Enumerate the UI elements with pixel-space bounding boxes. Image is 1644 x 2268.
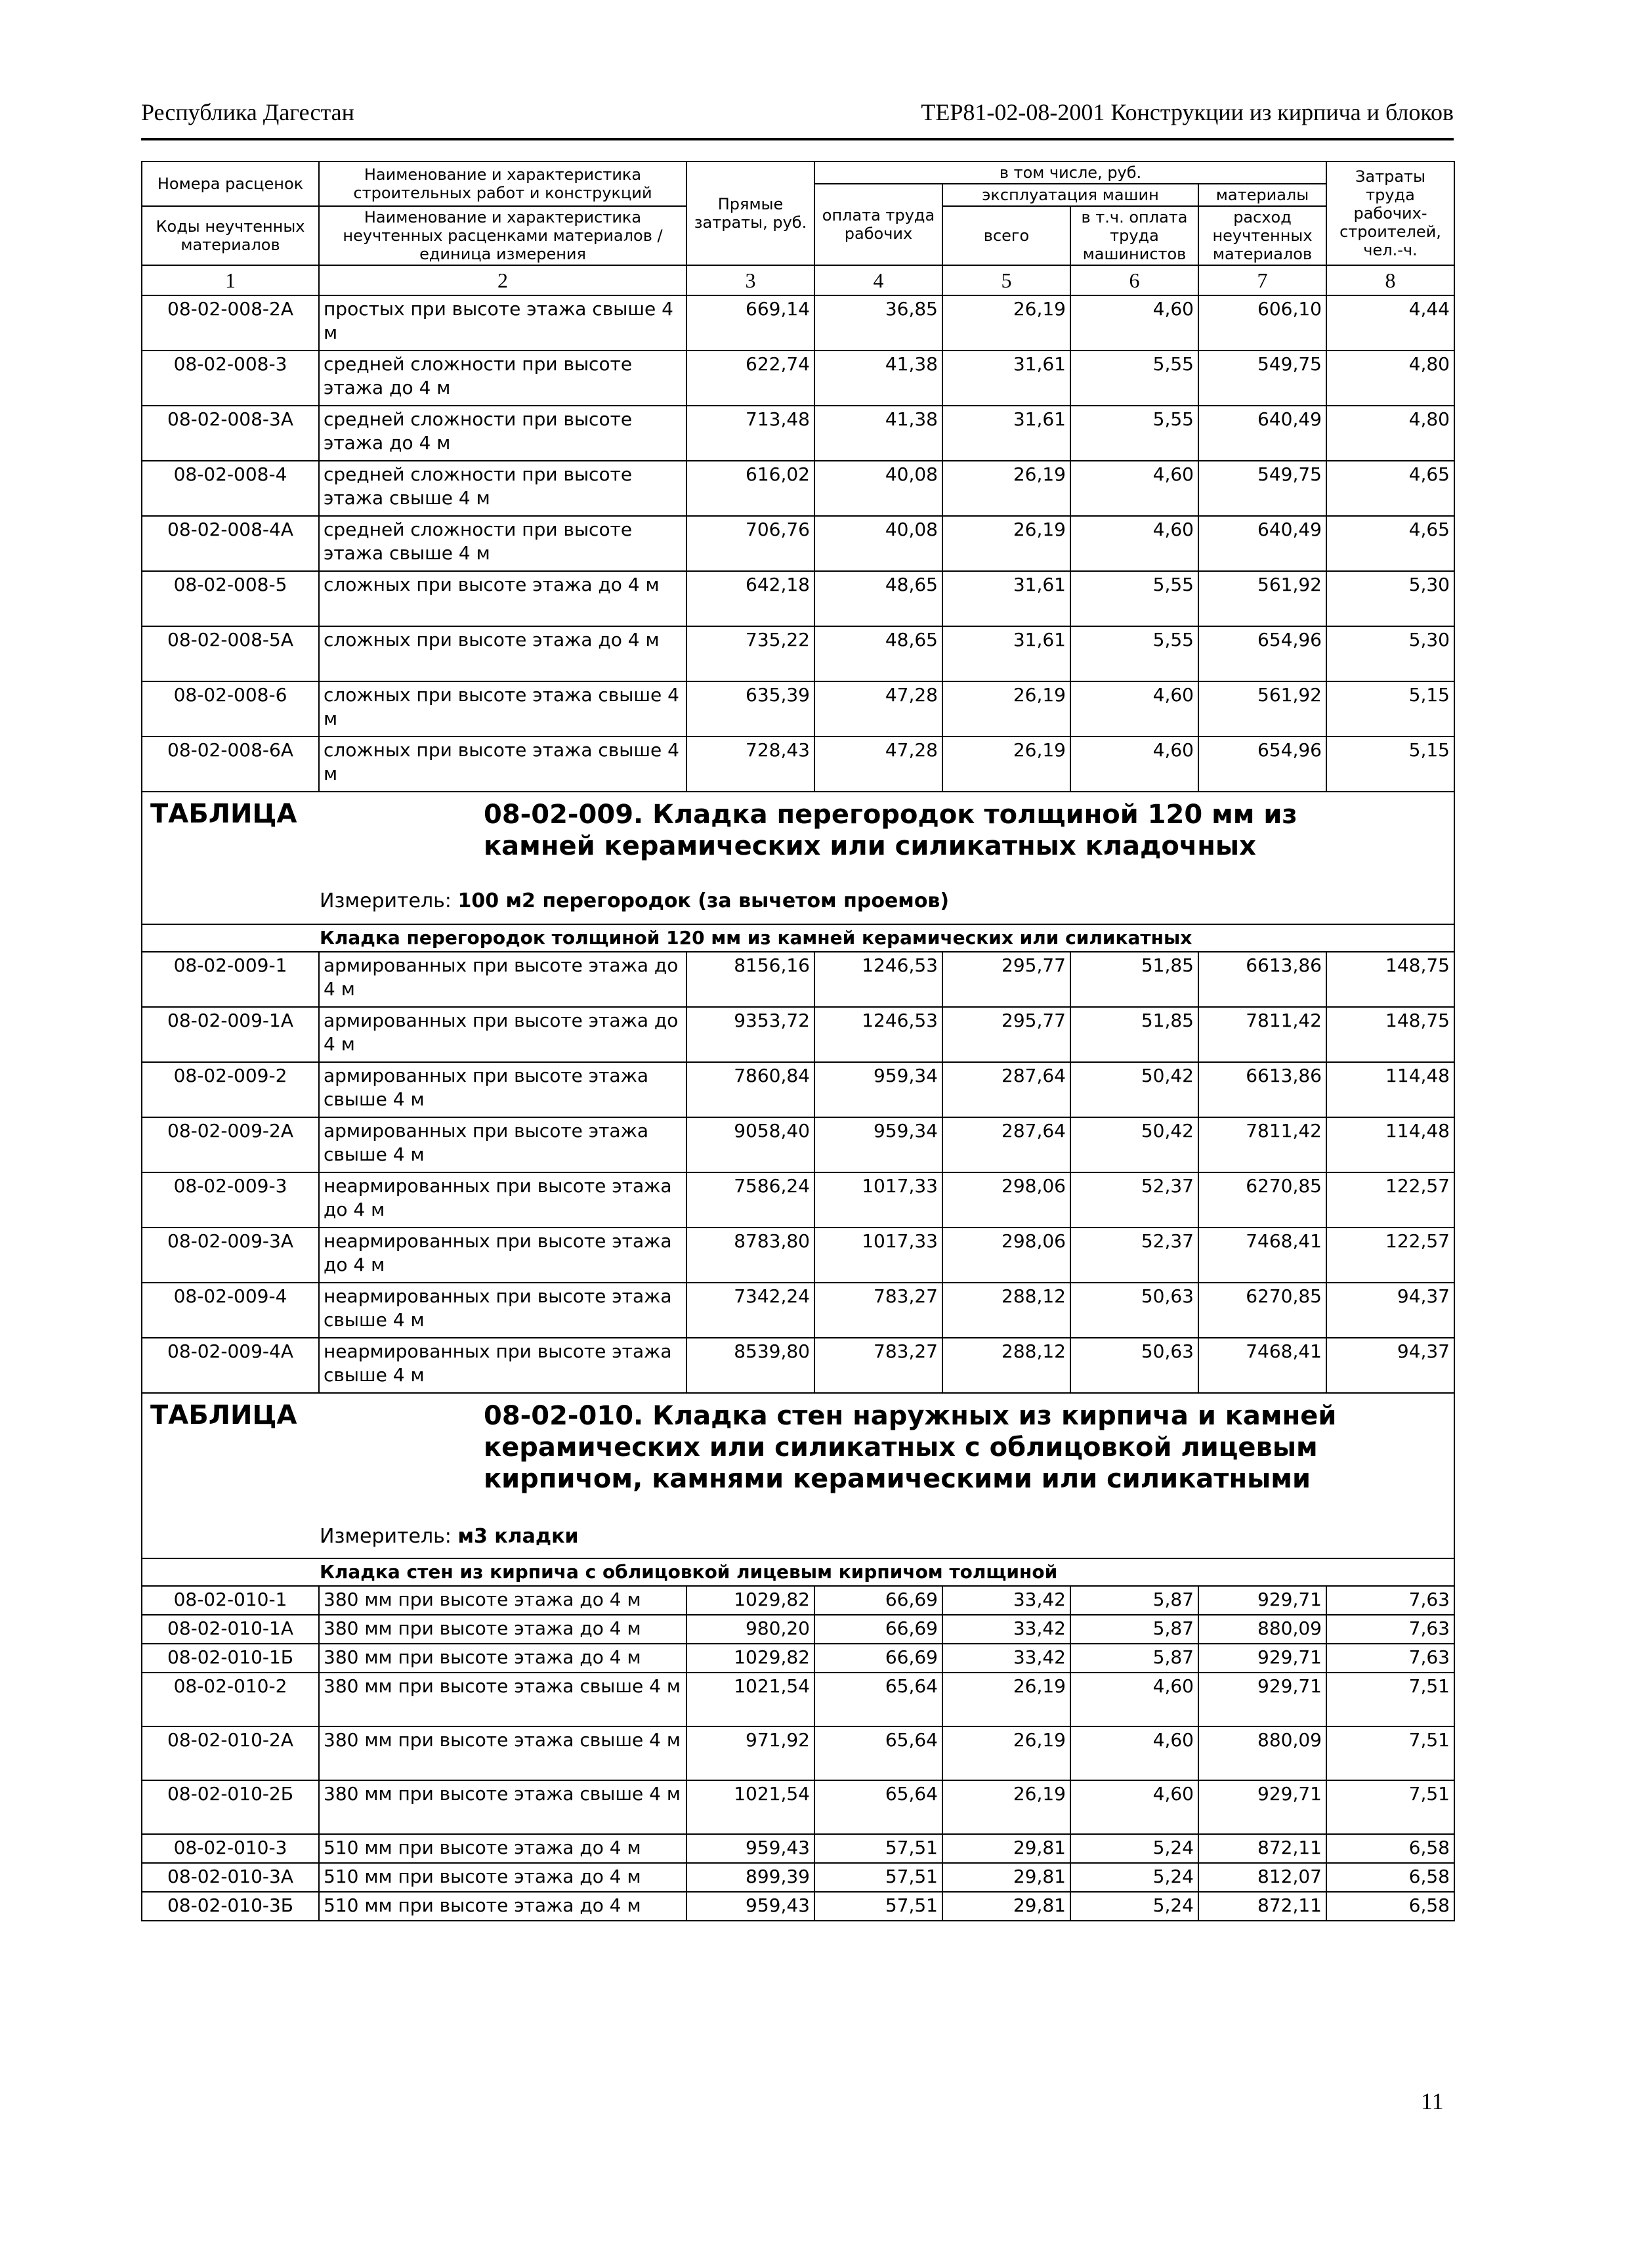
table-label: ТАБЛИЦА	[150, 799, 297, 829]
work-description: неармированных при высоте этажа свыше 4 м	[319, 1283, 686, 1338]
cost-value: 616,02	[686, 461, 814, 516]
cost-value: 1017,33	[814, 1228, 942, 1283]
group-materials-header: материалы	[1198, 184, 1326, 206]
cost-value: 295,77	[942, 1007, 1070, 1062]
subheading-row	[142, 1558, 1454, 1586]
cost-value: 654,96	[1198, 626, 1326, 681]
table-row	[142, 351, 1454, 406]
cost-value: 1246,53	[814, 952, 942, 1007]
cost-value: 33,42	[942, 1615, 1070, 1644]
cost-value: 6,58	[1326, 1863, 1454, 1892]
rate-code: 08-02-009-3А	[142, 1228, 319, 1283]
table-title: 08-02-010. Кладка стен наружных из кирпича и камней керамических или силикатных с облицовкой лицевым кирпичом, камнями керамическими или силикатными	[484, 1401, 1337, 1494]
rate-code: 08-02-008-3	[142, 351, 319, 406]
cost-value: 635,39	[686, 681, 814, 737]
cost-value: 6270,85	[1198, 1172, 1326, 1228]
cost-value: 26,19	[942, 516, 1070, 571]
rate-code: 08-02-009-1	[142, 952, 319, 1007]
table-row	[142, 1338, 1454, 1393]
column-number: 5	[942, 265, 1070, 295]
measure-prefix: Измеритель:	[320, 1525, 452, 1548]
rate-code: 08-02-008-2А	[142, 295, 319, 351]
cost-value: 50,42	[1070, 1117, 1198, 1172]
col1-top-header: Номера расценок	[142, 161, 319, 206]
cost-value: 5,87	[1070, 1644, 1198, 1673]
cost-value: 561,92	[1198, 681, 1326, 737]
column-number: 7	[1198, 265, 1326, 295]
subheading-row	[142, 924, 1454, 952]
work-description: средней сложности при высоте этажа до 4 м	[319, 406, 686, 461]
cost-value: 26,19	[942, 681, 1070, 737]
cost-value: 959,43	[686, 1892, 814, 1921]
work-description: сложных при высоте этажа свыше 4 м	[319, 737, 686, 792]
cost-value: 622,74	[686, 351, 814, 406]
table-title-row	[142, 1393, 1454, 1558]
cost-value: 7,51	[1326, 1673, 1454, 1726]
work-description: неармированных при высоте этажа до 4 м	[319, 1228, 686, 1283]
column-number: 8	[1326, 265, 1454, 295]
cost-value: 5,55	[1070, 351, 1198, 406]
col2-bottom-header: Наименование и характеристика неучтенных расценками материалов / единица измерения	[319, 206, 686, 265]
cost-value: 5,30	[1326, 571, 1454, 626]
cost-value: 114,48	[1326, 1062, 1454, 1117]
rate-code: 08-02-008-4	[142, 461, 319, 516]
header-rule	[141, 138, 1454, 140]
rate-code: 08-02-008-6А	[142, 737, 319, 792]
group-incl-header: в том числе, руб.	[814, 161, 1326, 184]
work-description: 510 мм при высоте этажа до 4 м	[319, 1863, 686, 1892]
cost-value: 669,14	[686, 295, 814, 351]
cost-value: 5,24	[1070, 1834, 1198, 1863]
cost-value: 1029,82	[686, 1586, 814, 1615]
cost-value: 41,38	[814, 406, 942, 461]
column-number: 1	[142, 265, 319, 295]
cost-value: 40,08	[814, 461, 942, 516]
table-row	[142, 1586, 1454, 1615]
col7-header: расход неучтенных материалов	[1198, 206, 1326, 265]
cost-value: 7,63	[1326, 1615, 1454, 1644]
cost-value: 783,27	[814, 1338, 942, 1393]
cost-value: 4,60	[1070, 1726, 1198, 1780]
cost-value: 929,71	[1198, 1780, 1326, 1834]
cost-value: 94,37	[1326, 1338, 1454, 1393]
cost-value: 7811,42	[1198, 1007, 1326, 1062]
table-label: ТАБЛИЦА	[150, 1400, 297, 1430]
cost-value: 29,81	[942, 1863, 1070, 1892]
cost-value: 7860,84	[686, 1062, 814, 1117]
work-description: 380 мм при высоте этажа до 4 м	[319, 1615, 686, 1644]
cost-value: 6613,86	[1198, 1062, 1326, 1117]
work-description: 510 мм при высоте этажа до 4 м	[319, 1834, 686, 1863]
rate-code: 08-02-008-5А	[142, 626, 319, 681]
cost-value: 1021,54	[686, 1780, 814, 1834]
rate-code: 08-02-010-3А	[142, 1863, 319, 1892]
cost-value: 728,43	[686, 737, 814, 792]
cost-value: 549,75	[1198, 351, 1326, 406]
rate-code: 08-02-009-2А	[142, 1117, 319, 1172]
cost-value: 31,61	[942, 626, 1070, 681]
cost-value: 50,63	[1070, 1338, 1198, 1393]
table-title-row	[142, 792, 1454, 924]
cost-value: 33,42	[942, 1644, 1070, 1673]
cost-value: 654,96	[1198, 737, 1326, 792]
measure-unit: 100 м2 перегородок (за вычетом проемов)	[457, 889, 950, 912]
cost-value: 872,11	[1198, 1892, 1326, 1921]
cost-value: 31,61	[942, 571, 1070, 626]
rate-code: 08-02-010-2А	[142, 1726, 319, 1780]
table-row	[142, 295, 1454, 351]
rate-code: 08-02-009-3	[142, 1172, 319, 1228]
cost-value: 287,64	[942, 1062, 1070, 1117]
cost-value: 48,65	[814, 571, 942, 626]
cost-value: 51,85	[1070, 952, 1198, 1007]
measure-line	[320, 889, 949, 913]
cost-value: 26,19	[942, 1726, 1070, 1780]
rate-code: 08-02-009-2	[142, 1062, 319, 1117]
cost-value: 4,60	[1070, 295, 1198, 351]
work-description: неармированных при высоте этажа свыше 4 м	[319, 1338, 686, 1393]
cost-value: 51,85	[1070, 1007, 1198, 1062]
cost-value: 295,77	[942, 952, 1070, 1007]
table-row	[142, 1673, 1454, 1726]
cost-value: 6270,85	[1198, 1283, 1326, 1338]
cost-value: 5,55	[1070, 406, 1198, 461]
cost-value: 7342,24	[686, 1283, 814, 1338]
cost-value: 6,58	[1326, 1834, 1454, 1863]
cost-value: 4,60	[1070, 681, 1198, 737]
cost-value: 929,71	[1198, 1586, 1326, 1615]
cost-value: 29,81	[942, 1834, 1070, 1863]
cost-value: 41,38	[814, 351, 942, 406]
document-title: ТЕР81-02-08-2001 Конструкции из кирпича и блоков	[921, 99, 1454, 125]
cost-value: 4,65	[1326, 516, 1454, 571]
cost-value: 7,51	[1326, 1726, 1454, 1780]
cost-value: 40,08	[814, 516, 942, 571]
cost-value: 288,12	[942, 1283, 1070, 1338]
column-number: 2	[319, 265, 686, 295]
cost-value: 1246,53	[814, 1007, 942, 1062]
rate-code: 08-02-008-4А	[142, 516, 319, 571]
cost-value: 52,37	[1070, 1172, 1198, 1228]
work-description: сложных при высоте этажа до 4 м	[319, 571, 686, 626]
column-number: 3	[686, 265, 814, 295]
cost-value: 4,60	[1070, 461, 1198, 516]
col8-header: Затраты труда рабочих-строителей, чел.-ч.	[1326, 161, 1454, 265]
cost-value: 980,20	[686, 1615, 814, 1644]
cost-value: 7586,24	[686, 1172, 814, 1228]
cost-value: 66,69	[814, 1586, 942, 1615]
cost-value: 959,34	[814, 1117, 942, 1172]
cost-value: 57,51	[814, 1834, 942, 1863]
cost-value: 4,44	[1326, 295, 1454, 351]
rate-code: 08-02-008-5	[142, 571, 319, 626]
cost-value: 47,28	[814, 681, 942, 737]
cost-value: 7468,41	[1198, 1228, 1326, 1283]
measure-line	[320, 1525, 579, 1549]
work-description: сложных при высоте этажа свыше 4 м	[319, 681, 686, 737]
cost-value: 26,19	[942, 295, 1070, 351]
column-number: 6	[1070, 265, 1198, 295]
table-row	[142, 1892, 1454, 1921]
cost-value: 1029,82	[686, 1644, 814, 1673]
work-description: армированных при высоте этажа до 4 м	[319, 952, 686, 1007]
rate-code: 08-02-010-2	[142, 1673, 319, 1726]
table-row	[142, 1062, 1454, 1117]
cost-value: 880,09	[1198, 1726, 1326, 1780]
page-number: 11	[1421, 2088, 1444, 2114]
cost-value: 5,15	[1326, 737, 1454, 792]
column-number: 4	[814, 265, 942, 295]
cost-value: 47,28	[814, 737, 942, 792]
work-description: армированных при высоте этажа до 4 м	[319, 1007, 686, 1062]
table-row	[142, 1780, 1454, 1834]
cost-value: 959,34	[814, 1062, 942, 1117]
table-row	[142, 1726, 1454, 1780]
cost-value: 52,37	[1070, 1228, 1198, 1283]
cost-value: 642,18	[686, 571, 814, 626]
cost-value: 8539,80	[686, 1338, 814, 1393]
table-subheading: Кладка перегородок толщиной 120 мм из камней керамических или силикатных	[142, 924, 1454, 952]
column-numbers-row	[142, 265, 1454, 295]
table-row	[142, 681, 1454, 737]
cost-value: 713,48	[686, 406, 814, 461]
cost-value: 65,64	[814, 1726, 942, 1780]
price-table	[141, 161, 1455, 1921]
cost-value: 298,06	[942, 1172, 1070, 1228]
cost-value: 971,92	[686, 1726, 814, 1780]
work-description: армированных при высоте этажа свыше 4 м	[319, 1062, 686, 1117]
rate-code: 08-02-010-1Б	[142, 1644, 319, 1673]
cost-value: 26,19	[942, 1780, 1070, 1834]
work-description: средней сложности при высоте этажа свыше 4 м	[319, 461, 686, 516]
cost-value: 288,12	[942, 1338, 1070, 1393]
page-header	[141, 98, 1454, 138]
cost-value: 4,60	[1070, 1780, 1198, 1834]
cost-value: 1021,54	[686, 1673, 814, 1726]
table-row	[142, 1615, 1454, 1644]
cost-value: 148,75	[1326, 1007, 1454, 1062]
rate-code: 08-02-008-6	[142, 681, 319, 737]
cost-value: 57,51	[814, 1892, 942, 1921]
cost-value: 298,06	[942, 1228, 1070, 1283]
cost-value: 9353,72	[686, 1007, 814, 1062]
cost-value: 4,80	[1326, 351, 1454, 406]
col1-bottom-header: Коды неучтенных материалов	[142, 206, 319, 265]
table-row	[142, 1117, 1454, 1172]
cost-value: 9058,40	[686, 1117, 814, 1172]
table-row	[142, 516, 1454, 571]
table-subheading: Кладка стен из кирпича с облицовкой лицевым кирпичом толщиной	[142, 1558, 1454, 1586]
cost-value: 66,69	[814, 1644, 942, 1673]
cost-value: 36,85	[814, 295, 942, 351]
cost-value: 7,63	[1326, 1586, 1454, 1615]
cost-value: 6,58	[1326, 1892, 1454, 1921]
table-row	[142, 1644, 1454, 1673]
work-description: 380 мм при высоте этажа до 4 м	[319, 1644, 686, 1673]
rate-code: 08-02-009-4А	[142, 1338, 319, 1393]
cost-value: 606,10	[1198, 295, 1326, 351]
cost-value: 29,81	[942, 1892, 1070, 1921]
cost-value: 5,24	[1070, 1892, 1198, 1921]
work-description: средней сложности при высоте этажа свыше 4 м	[319, 516, 686, 571]
table-row	[142, 461, 1454, 516]
work-description: простых при высоте этажа свыше 4 м	[319, 295, 686, 351]
rate-code: 08-02-010-1А	[142, 1615, 319, 1644]
cost-value: 122,57	[1326, 1228, 1454, 1283]
cost-value: 7811,42	[1198, 1117, 1326, 1172]
col6-header: в т.ч. оплата труда машинистов	[1070, 206, 1198, 265]
cost-value: 5,15	[1326, 681, 1454, 737]
cost-value: 7,63	[1326, 1644, 1454, 1673]
cost-value: 31,61	[942, 406, 1070, 461]
rate-code: 08-02-010-1	[142, 1586, 319, 1615]
cost-value: 8783,80	[686, 1228, 814, 1283]
table-row	[142, 626, 1454, 681]
cost-value: 50,42	[1070, 1062, 1198, 1117]
cost-value: 929,71	[1198, 1644, 1326, 1673]
cost-value: 4,60	[1070, 737, 1198, 792]
work-description: 380 мм при высоте этажа свыше 4 м	[319, 1780, 686, 1834]
rate-code: 08-02-010-3	[142, 1834, 319, 1863]
table-row	[142, 737, 1454, 792]
cost-value: 57,51	[814, 1863, 942, 1892]
rate-code: 08-02-009-1А	[142, 1007, 319, 1062]
cost-value: 872,11	[1198, 1834, 1326, 1863]
cost-value: 6613,86	[1198, 952, 1326, 1007]
cost-value: 4,65	[1326, 461, 1454, 516]
cost-value: 26,19	[942, 1673, 1070, 1726]
cost-value: 287,64	[942, 1117, 1070, 1172]
rate-code: 08-02-009-4	[142, 1283, 319, 1338]
table-row	[142, 1172, 1454, 1228]
cost-value: 899,39	[686, 1863, 814, 1892]
cost-value: 8156,16	[686, 952, 814, 1007]
table-row	[142, 571, 1454, 626]
cost-value: 65,64	[814, 1780, 942, 1834]
cost-value: 94,37	[1326, 1283, 1454, 1338]
rate-code: 08-02-010-3Б	[142, 1892, 319, 1921]
cost-value: 783,27	[814, 1283, 942, 1338]
cost-value: 4,60	[1070, 516, 1198, 571]
work-description: 510 мм при высоте этажа до 4 м	[319, 1892, 686, 1921]
cost-value: 7,51	[1326, 1780, 1454, 1834]
work-description: армированных при высоте этажа свыше 4 м	[319, 1117, 686, 1172]
cost-value: 5,87	[1070, 1586, 1198, 1615]
cost-value: 929,71	[1198, 1673, 1326, 1726]
cost-value: 812,07	[1198, 1863, 1326, 1892]
region-name: Республика Дагестан	[141, 99, 354, 125]
cost-value: 50,63	[1070, 1283, 1198, 1338]
table-row	[142, 1863, 1454, 1892]
cost-value: 561,92	[1198, 571, 1326, 626]
col3-header: Прямые затраты, руб.	[686, 161, 814, 265]
cost-value: 26,19	[942, 461, 1070, 516]
col5-header: всего	[942, 206, 1070, 265]
cost-value: 640,49	[1198, 516, 1326, 571]
work-description: 380 мм при высоте этажа свыше 4 м	[319, 1673, 686, 1726]
cost-value: 5,24	[1070, 1863, 1198, 1892]
work-description: сложных при высоте этажа до 4 м	[319, 626, 686, 681]
cost-value: 148,75	[1326, 952, 1454, 1007]
cost-value: 33,42	[942, 1586, 1070, 1615]
cost-value: 114,48	[1326, 1117, 1454, 1172]
work-description: средней сложности при высоте этажа до 4 м	[319, 351, 686, 406]
table-title: 08-02-009. Кладка перегородок толщиной 120 мм из камней керамических или силикатных кладочных	[484, 800, 1297, 861]
group-machines-header: эксплуатация машин	[942, 184, 1198, 206]
work-description: 380 мм при высоте этажа до 4 м	[319, 1586, 686, 1615]
cost-value: 4,60	[1070, 1673, 1198, 1726]
rate-code: 08-02-010-2Б	[142, 1780, 319, 1834]
cost-value: 5,55	[1070, 571, 1198, 626]
work-description: 380 мм при высоте этажа свыше 4 м	[319, 1726, 686, 1780]
measure-unit: м3 кладки	[457, 1525, 579, 1548]
table-row	[142, 1007, 1454, 1062]
table-row	[142, 1834, 1454, 1863]
cost-value: 1017,33	[814, 1172, 942, 1228]
cost-value: 48,65	[814, 626, 942, 681]
cost-value: 640,49	[1198, 406, 1326, 461]
work-description: неармированных при высоте этажа до 4 м	[319, 1172, 686, 1228]
rate-code: 08-02-008-3А	[142, 406, 319, 461]
cost-value: 5,87	[1070, 1615, 1198, 1644]
cost-value: 880,09	[1198, 1615, 1326, 1644]
cost-value: 959,43	[686, 1834, 814, 1863]
cost-value: 5,55	[1070, 626, 1198, 681]
table-row	[142, 1283, 1454, 1338]
col4-header: оплата труда рабочих	[814, 184, 942, 265]
cost-value: 706,76	[686, 516, 814, 571]
cost-value: 7468,41	[1198, 1338, 1326, 1393]
cost-value: 66,69	[814, 1615, 942, 1644]
measure-prefix: Измеритель:	[320, 889, 452, 912]
cost-value: 122,57	[1326, 1172, 1454, 1228]
cost-value: 735,22	[686, 626, 814, 681]
cost-value: 26,19	[942, 737, 1070, 792]
col2-top-header: Наименование и характеристика строительных работ и конструкций	[319, 161, 686, 206]
cost-value: 5,30	[1326, 626, 1454, 681]
cost-value: 549,75	[1198, 461, 1326, 516]
cost-value: 4,80	[1326, 406, 1454, 461]
table-row	[142, 1228, 1454, 1283]
table-row	[142, 952, 1454, 1007]
cost-value: 65,64	[814, 1673, 942, 1726]
cost-value: 31,61	[942, 351, 1070, 406]
table-row	[142, 406, 1454, 461]
